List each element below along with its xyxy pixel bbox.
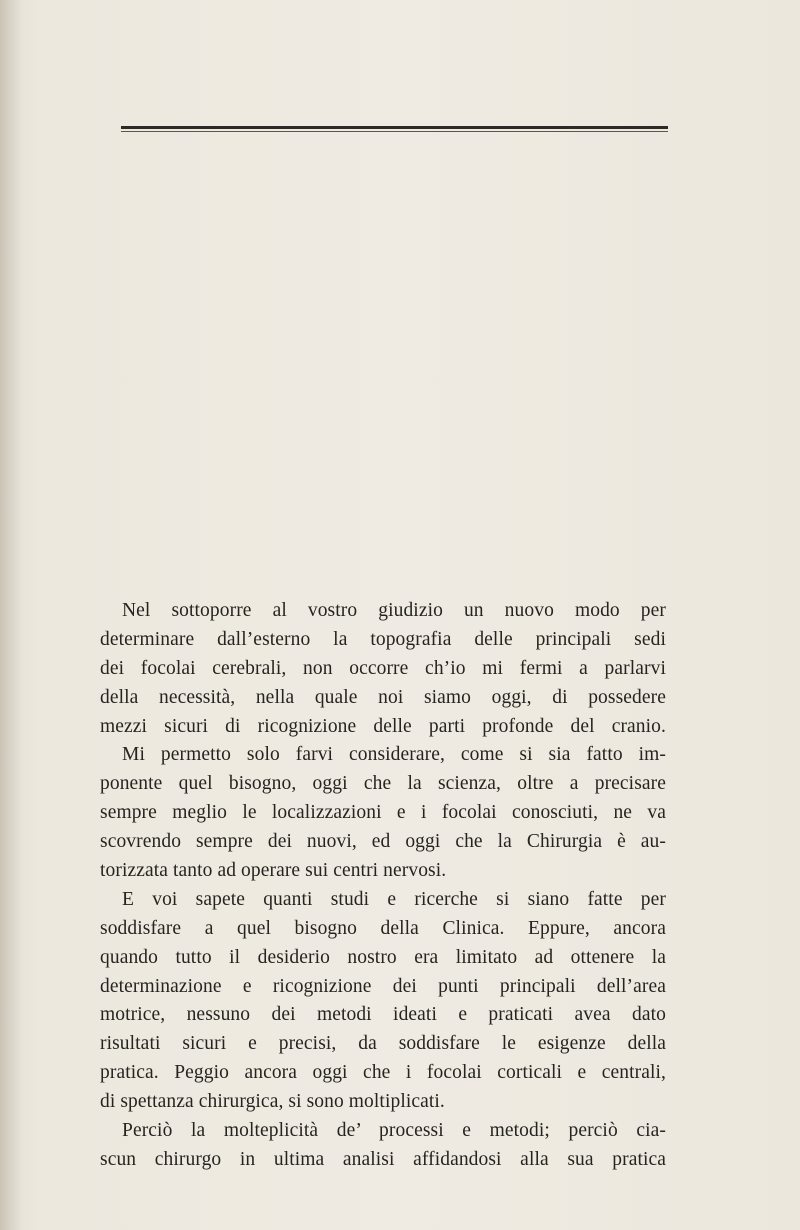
text-line: E voi sapete quanti studi e ricerche si siano fatte per	[122, 888, 666, 910]
text-line: sempre meglio le localizzazioni e i focolai conosciuti, ne va	[100, 802, 666, 824]
text-line: scun chirurgo in ultima analisi affidandosi alla sua pratica	[100, 1148, 666, 1170]
page-spine-shadow	[0, 0, 22, 1230]
text-line: scovrendo sempre dei nuovi, ed oggi che la Chirurgia è au-	[100, 831, 666, 853]
text-line: motrice, nessuno dei metodi ideati e praticati avea dato	[100, 1004, 666, 1026]
text-line: Nel sottoporre al vostro giudizio un nuovo modo per	[122, 600, 666, 621]
text-line: torizzata tanto ad operare sui centri nervosi.	[100, 860, 447, 882]
header-rule-thin	[121, 131, 668, 132]
text-line: ponente quel bisogno, oggi che la scienza, oltre a precisare	[100, 773, 666, 795]
text-line: soddisfare a quel bisogno della Clinica. Eppure, ancora	[100, 917, 666, 939]
text-line: Perciò la molteplicità de’ processi e metodi; perciò cia-	[122, 1120, 666, 1142]
text-line: pratica. Peggio ancora oggi che i focolai corticali e centrali,	[100, 1062, 666, 1084]
text-line: quando tutto il desiderio nostro era limitato ad ottenere la	[100, 946, 666, 968]
body-text	[100, 597, 666, 1175]
text-line: determinazione e ricognizione dei punti principali dell’area	[100, 975, 666, 997]
text-line: dei focolai cerebrali, non occorre ch’io mi fermi a parlarvi	[100, 657, 666, 679]
header-rule	[121, 126, 668, 129]
text-line: di spettanza chirurgica, si sono moltiplicati.	[100, 1091, 445, 1113]
text-line: mezzi sicuri di ricognizione delle parti profonde del cranio.	[100, 715, 666, 737]
text-line: risultati sicuri e precisi, da soddisfare le esigenze della	[100, 1033, 666, 1055]
text-line: determinare dall’esterno la topografia delle principali sedi	[100, 628, 666, 650]
text-line: della necessità, nella quale noi siamo oggi, di possedere	[100, 686, 666, 708]
text-line: Mi permetto solo farvi considerare, come si sia fatto im-	[122, 744, 666, 766]
